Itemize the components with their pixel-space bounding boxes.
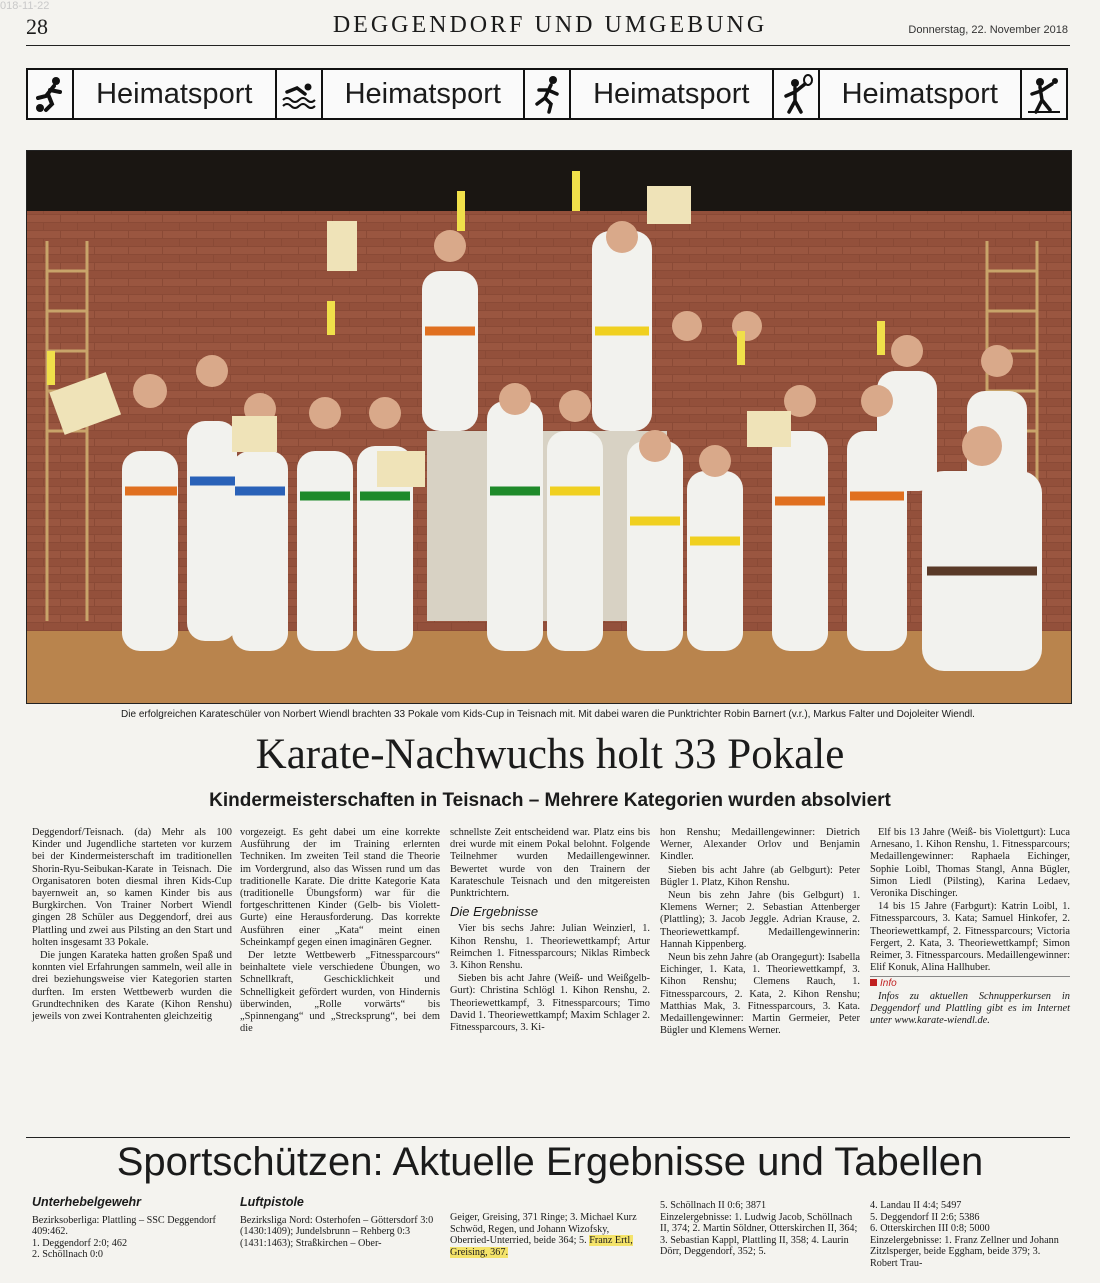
- shooting-column-1: [32, 1197, 232, 1261]
- article-subheadline: Kindermeisterschaften in Teisnach – Mehrere Kategorien wurden absolviert: [209, 790, 891, 811]
- shooting-headline: Sportschützen: Aktuelle Ergebnisse und Tabellen: [116, 1140, 984, 1184]
- results-heading: Die Ergebnisse: [450, 904, 539, 920]
- shooting-line: Einzelergebnisse: 1. Franz Zellner und Johann Zitzlsperger, beide Eggham, beide 379; 3. Robert Trau-: [870, 1234, 1059, 1269]
- runner-icon: [525, 70, 571, 118]
- article-headline: Karate-Nachwuchs holt 33 Pokale: [255, 731, 845, 778]
- banner-label: Heimatsport: [323, 70, 526, 118]
- shooting-line: 1. Deggendorf 2:0; 462: [32, 1237, 128, 1249]
- banner-label: Heimatsport: [74, 70, 277, 118]
- shooting-line: 5. Deggendorf II 2:6; 5386: [870, 1211, 980, 1223]
- article-paragraph: Deggendorf/Teisnach. (da) Mehr als 100 Kinder und Jugendliche starteten vor kurzem bei der Kindermeisterschaft im traditionellen Shorin-Ryu-Seibukan-Karate in Teisnach. Die Organisatoren boten diesmal ihren Kids-Cup bayernweit an, so kamen Kinder bis aus Burgkirchen. Von Trainer Norbert Wiendl gingen 28 Schüler aus Deggendorf, drei aus Plattling und zwei aus Pilsting an den Start und holten insgesamt 33 Pokale.: [32, 827, 232, 948]
- result-paragraph: Elf bis 13 Jahre (Weiß- bis Violettgurt): Luca Arnesano, 1. Kihon Renshu, 1. Fitnessparcours; Medaillengewinner: Raphaela Eichinger, Sophie Loibl, Thomas Stangl, Anna Bügler, Simon Liedl (Pilsting), Karina Ledaev, Veronika Dischinger.: [870, 827, 1070, 900]
- shooting-line: Bezirksliga Nord: Osterhofen – Göttersdorf 3:0 (1430:1409); Jundelsbrunn – Rehberg 0:3 (1431:1463); Straßkirchen – Ober-: [240, 1214, 434, 1249]
- swimmer-icon: [277, 70, 323, 118]
- result-paragraph: hon Renshu; Medaillengewinner: Dietrich Werner, Alexander Orlov und Benjamin Kindler.: [660, 827, 860, 863]
- article-column-3: [450, 827, 650, 1035]
- article-column-5: [870, 827, 1070, 1028]
- photo-caption: Die erfolgreichen Karateschüler von Norbert Wiendl brachten 33 Pokale vom Kids-Cup in Teisnach mit. Mit dabei waren die Punktrichter Robin Barnert (v.r.), Markus Falter und Dojoleiter Wiendl.: [121, 709, 975, 720]
- article-column-1: [32, 827, 232, 1024]
- heimatsport-banner: [26, 68, 1068, 120]
- shooting-line: 2. Schöllnach 0:0: [32, 1249, 104, 1261]
- shooting-line: 6. Otterskirchen III 0:8; 5000: [870, 1223, 990, 1235]
- shooting-line: Bezirksoberliga: Plattling – SSC Deggendorf 409:462.: [32, 1214, 216, 1238]
- issue-date: Donnerstag, 22. November 2018: [908, 24, 1068, 36]
- info-text: Infos zu aktuellen Schnupperkursen in Deggendorf und Plattling gibt es im Internet unter www.karate-wiendl.de.: [870, 990, 1070, 1027]
- article-paragraph: Der letzte Wettbewerb „Fitnessparcours“ beinhaltete viele verschiedene Übungen, wo Schnellkraft, Geschicklichkeit und Schnelligkeit gefördert wurden, von Hindernis überwinden, „Rolle vorwärts“ bis „Spinnengang“ und „Strecksprung“, bei dem die: [240, 950, 440, 1035]
- banner-label: Heimatsport: [841, 77, 998, 110]
- info-box: [870, 976, 1070, 990]
- result-paragraph: Neun bis zehn Jahre (ab Orangegurt): Isabella Eichinger, 1. Kata, 1. Theoriewettkampf, 3. Kihon Renshu; Clemens Rauch, 1. Fitnessparcours, 2. Kata, 2. Kihon Renshu; Matthias Mak, 3. Fitnessparcours, 3. Kata. Medaillengewinner: Martin Germeier, Peter Bügler und Klemens Werner.: [660, 952, 860, 1037]
- highlighted-result: Franz Ertl, Greising, 367.: [450, 1235, 633, 1258]
- shooting-heading: Unterhebelgewehr: [32, 1195, 142, 1209]
- shooting-column-3: [450, 1212, 650, 1258]
- shooting-line: Einzelergebnisse: 1. Ludwig Jacob, Schöllnach II, 374; 2. Martin Söldner, Otterskirchen II, 364; 3. Sebastian Kappl, Plattling II, 358; 4. Laurin Dörr, Deggendorf, 352; 5.: [660, 1211, 858, 1258]
- info-label: Info: [870, 978, 897, 989]
- banner-label: Heimatsport: [571, 70, 774, 118]
- shooting-line: 4. Landau II 4:4; 5497: [870, 1200, 962, 1211]
- shooting-column-4: [660, 1200, 860, 1258]
- result-paragraph: Sieben bis acht Jahre (Weiß- und Weißgelb-Gurt): Christina Schlögl 1. Kihon Renshu, 2. Theoriewettkampf, 3. Fitnessparcours; Timo David 1. Theoriewettkampf; Maxim Schlager 2. Fitnessparcours, 3. Ki-: [450, 973, 650, 1034]
- article-paragraph: schnellste Zeit entscheidend war. Platz eins bis drei wurde mit einem Pokal belohnt. Folgende Teilnehmer wurden Medaillengewinner. Bewertet wurde von den Trainern der Karateschule Teisnach und den mitgereisten Punktrichtern.: [450, 827, 650, 900]
- section-rule: [26, 1137, 1070, 1138]
- shooting-column-2: [240, 1197, 440, 1249]
- karate-group-photo: [26, 150, 1072, 704]
- handball-player-icon: [1020, 70, 1066, 118]
- section-title: DEGGENDORF UND UMGEBUNG: [332, 12, 768, 38]
- football-player-icon: [28, 70, 74, 118]
- article-column-2: [240, 827, 440, 1036]
- shooting-heading: Luftpistole: [240, 1195, 304, 1209]
- result-paragraph: Vier bis sechs Jahre: Julian Weinzierl, 1. Kihon Renshu, 1. Theoriewettkampf; Artur Reimchen 1. Fitnessparcours; Niklas Rimbeck 3. Kihon Renshu.: [450, 923, 650, 972]
- header-rule: [26, 45, 1070, 46]
- tennis-player-icon: [774, 70, 820, 118]
- page-number: 28: [26, 14, 48, 39]
- article-paragraph: vorgezeigt. Es geht dabei um eine korrekte Ausführung der im Training erlernten Techniken. Im zweiten Teil stand die Theorie im Vordergrund, also das Wissen rund um das traditionelle Karate. Die dritte Kategorie Kata (traditionelle Übungsform) war für die fortgeschrittenen Kinder (Gelb- bis Violett-Gurte) eine Herausforderung. Das korrekte Ausführen einer „Kata“ meint einen Scheinkampf gegen einen imaginären Gegner.: [240, 827, 440, 948]
- shooting-text: Geiger, Greising, 371 Ringe; 3. Michael Kurz Schwöd, Regen, und Johann Wizofsky, Oberried-Unterried, beide 364; 5.: [450, 1212, 637, 1247]
- result-paragraph: Sieben bis acht Jahre (ab Gelbgurt): Peter Bügler 1. Platz, Kihon Renshu.: [660, 864, 860, 888]
- result-paragraph: 14 bis 15 Jahre (Farbgurt): Katrin Loibl, 1. Fitnessparcours, 3. Kata; Samuel Hinkofer, 2. Theoriewettkampf, 2. Fitnessparcours; Victoria Fergert, 2. Kata, 3. Theoriewettkampf; Simon Reimer, 3. Fitnessparcours. Medaillengewinner: Elif Konuk, Alina Hallhuber.: [870, 901, 1070, 974]
- shooting-line: 5. Schöllnach II 0:6; 3871: [660, 1200, 767, 1211]
- article-paragraph: Die jungen Karateka hatten großen Spaß und konnten viel Erfahrungen sammeln, weil alle in drei beziehungsweise vier Kategorien starten durften. Im ersten Wettbewerb wurden die Grundtechniken des Karate (Kihon Renshu) jeweils von zwei Kontrahenten gleichzeitig: [32, 950, 232, 1023]
- article-column-4: [660, 827, 860, 1038]
- date-stamp: 018-11-22: [0, 0, 50, 12]
- result-paragraph: Neun bis zehn Jahre (bis Gelbgurt) 1. Klemens Werner; 2. Sebastian Attenberger (Plattling); 3. Jacob Jeggle. Adrian Krause, 2. Theoriewettkampf. Medaillengewinnerin: Hannah Kippenberg.: [660, 890, 860, 950]
- shooting-column-5: [870, 1200, 1070, 1270]
